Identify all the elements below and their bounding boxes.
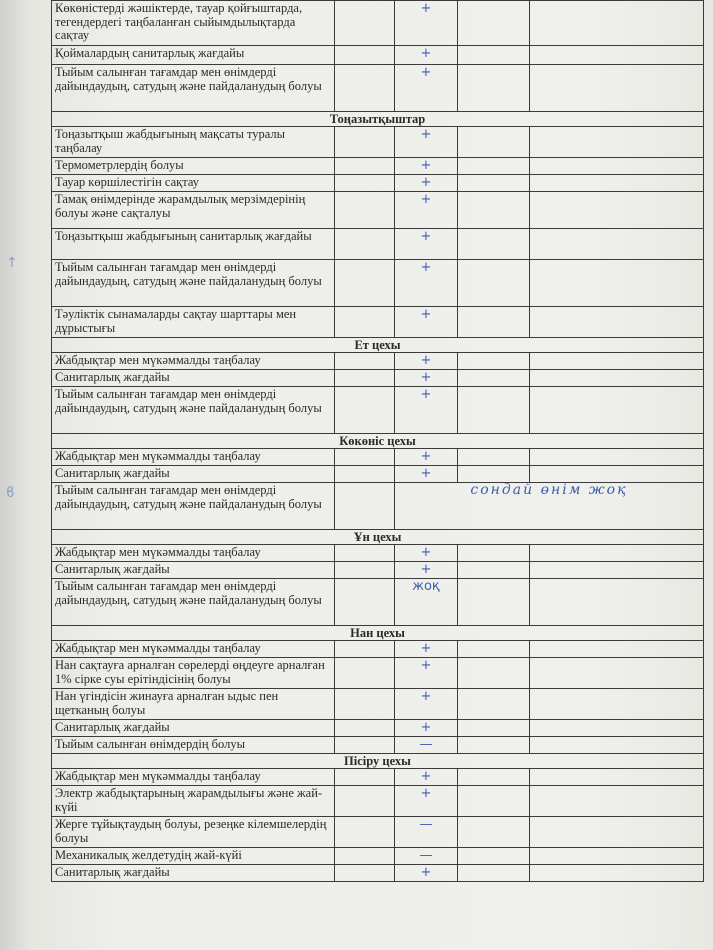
blank-cell [335, 769, 395, 786]
handwritten-mark: + [395, 260, 458, 307]
blank-cell [335, 579, 395, 626]
blank-cell [530, 353, 704, 370]
criterion-label: Тәуліктік сынамаларды сақтау шарттары мен дұрыстығы [52, 307, 335, 338]
blank-cell [335, 65, 395, 112]
section-header-row [52, 434, 704, 449]
blank-cell [335, 192, 395, 229]
criterion-label: Тоңазытқыш жабдығының санитарлық жағдайы [52, 229, 335, 260]
checklist-row [52, 786, 704, 817]
checklist-row [52, 370, 704, 387]
blank-cell [530, 127, 704, 158]
blank-cell [335, 353, 395, 370]
blank-cell [458, 353, 530, 370]
section-header-row [52, 338, 704, 353]
blank-cell [530, 658, 704, 689]
blank-cell [335, 689, 395, 720]
blank-cell [458, 46, 530, 65]
handwritten-mark: + [395, 449, 458, 466]
section-title: Нан цехы [52, 626, 704, 641]
blank-cell [335, 1, 395, 46]
blank-cell [458, 192, 530, 229]
blank-cell [335, 483, 395, 530]
section-title: Пісіру цехы [52, 754, 704, 769]
handwritten-mark: + [395, 545, 458, 562]
criterion-label: Жабдықтар мен мүкәммалды таңбалау [52, 545, 335, 562]
checklist-row [52, 158, 704, 175]
blank-cell [458, 127, 530, 158]
criterion-label: Санитарлық жағдайы [52, 865, 335, 882]
handwritten-mark: + [395, 158, 458, 175]
blank-cell [458, 865, 530, 882]
handwritten-mark: + [395, 769, 458, 786]
handwritten-mark: — [395, 737, 458, 754]
blank-cell [335, 229, 395, 260]
handwritten-mark: + [395, 1, 458, 46]
blank-cell [458, 158, 530, 175]
blank-cell [458, 449, 530, 466]
checklist-row [52, 848, 704, 865]
blank-cell [335, 865, 395, 882]
blank-cell [530, 769, 704, 786]
handwritten-mark: + [395, 353, 458, 370]
blank-cell [335, 449, 395, 466]
section-header-row [52, 112, 704, 127]
section-title: Тоңазытқыштар [52, 112, 704, 127]
checklist-row [52, 689, 704, 720]
criterion-label: Механикалық желдетудің жай-күйі [52, 848, 335, 865]
blank-cell [530, 307, 704, 338]
checklist-row [52, 353, 704, 370]
handwritten-mark: + [395, 307, 458, 338]
checklist-row [52, 658, 704, 689]
blank-cell [458, 175, 530, 192]
handwritten-mark: + [395, 46, 458, 65]
blank-cell [335, 46, 395, 65]
section-header-row [52, 530, 704, 545]
handwritten-mark: + [395, 387, 458, 434]
blank-cell [335, 562, 395, 579]
blank-cell [335, 387, 395, 434]
blank-cell [458, 720, 530, 737]
section-title: Ет цехы [52, 338, 704, 353]
section-header-row [52, 626, 704, 641]
blank-cell [530, 449, 704, 466]
blank-cell [530, 562, 704, 579]
criterion-label: Санитарлық жағдайы [52, 466, 335, 483]
blank-cell [458, 786, 530, 817]
blank-cell [530, 848, 704, 865]
blank-cell [335, 720, 395, 737]
blank-cell [530, 175, 704, 192]
criterion-label: Тамақ өнімдерінде жарамдылық мерзімдерінің болуы және сақталуы [52, 192, 335, 229]
blank-cell [530, 370, 704, 387]
blank-cell [335, 260, 395, 307]
checklist-row [52, 483, 704, 530]
blank-cell [530, 689, 704, 720]
blank-cell [530, 865, 704, 882]
blank-cell [458, 387, 530, 434]
checklist-row [52, 387, 704, 434]
handwritten-mark: + [395, 865, 458, 882]
criterion-label: Тыйым салынған тағамдар мен өнімдерді дайындаудың, сатудың және пайдаланудың болуы [52, 483, 335, 530]
checklist-row [52, 260, 704, 307]
blank-cell [458, 737, 530, 754]
blank-cell [530, 192, 704, 229]
blank-cell [458, 689, 530, 720]
blank-cell [458, 1, 530, 46]
checklist-row [52, 46, 704, 65]
handwritten-mark: — [395, 817, 458, 848]
blank-cell [530, 737, 704, 754]
blank-cell [458, 817, 530, 848]
criterion-label: Жабдықтар мен мүкәммалды таңбалау [52, 449, 335, 466]
checklist-row [52, 127, 704, 158]
inspection-table [51, 0, 704, 882]
blank-cell [335, 848, 395, 865]
criterion-label: Тыйым салынған тағамдар мен өнімдерді дайындаудың, сатудың және пайдаланудың болуы [52, 579, 335, 626]
criterion-label: Нан сақтауға арналған сөрелерді өңдеуге арналған 1% сірке суы ерітіндісінің болуы [52, 658, 335, 689]
handwritten-mark: + [395, 658, 458, 689]
criterion-label: Термометрлердің болуы [52, 158, 335, 175]
blank-cell [335, 545, 395, 562]
blank-cell [458, 260, 530, 307]
blank-cell [530, 158, 704, 175]
blank-cell [530, 65, 704, 112]
checklist-row [52, 175, 704, 192]
blank-cell [530, 817, 704, 848]
blank-cell [530, 46, 704, 65]
blank-cell [458, 370, 530, 387]
blank-cell [335, 307, 395, 338]
checklist-row [52, 229, 704, 260]
blank-cell [335, 786, 395, 817]
criterion-label: Тауар көршілестігін сақтау [52, 175, 335, 192]
criterion-label: Электр жабдықтарының жарамдылығы және жай-күйі [52, 786, 335, 817]
checklist-row [52, 865, 704, 882]
handwritten-mark: + [395, 562, 458, 579]
blank-cell [458, 658, 530, 689]
blank-cell [458, 545, 530, 562]
checklist-row [52, 720, 704, 737]
blank-cell [458, 848, 530, 865]
blank-cell [335, 817, 395, 848]
blank-cell [530, 1, 704, 46]
handwritten-mark: + [395, 641, 458, 658]
handwritten-mark: + [395, 175, 458, 192]
handwritten-mark: + [395, 65, 458, 112]
criterion-label: Қоймалардың санитарлық жағдайы [52, 46, 335, 65]
blank-cell [335, 127, 395, 158]
blank-cell [335, 466, 395, 483]
checklist-row [52, 1, 704, 46]
criterion-label: Жабдықтар мен мүкәммалды таңбалау [52, 353, 335, 370]
blank-cell [335, 737, 395, 754]
criterion-label: Тыйым салынған өнімдердің болуы [52, 737, 335, 754]
handwritten-mark: — [395, 848, 458, 865]
checklist-row [52, 562, 704, 579]
section-title: Көкөніс цехы [52, 434, 704, 449]
criterion-label: Санитарлық жағдайы [52, 562, 335, 579]
handwritten-mark: + [395, 786, 458, 817]
blank-cell [335, 641, 395, 658]
checklist-row [52, 307, 704, 338]
blank-cell [530, 579, 704, 626]
blank-cell [530, 466, 704, 483]
checklist-row [52, 449, 704, 466]
blank-cell [458, 769, 530, 786]
criterion-label: Көкөністерді жәшіктерде, тауар қойғыштарда, тегендердегі таңбаланған сыйымдылықтарда сақтау [52, 1, 335, 46]
blank-cell [458, 641, 530, 658]
blank-cell [530, 260, 704, 307]
checklist-row [52, 641, 704, 658]
blank-cell [458, 579, 530, 626]
checklist-row [52, 579, 704, 626]
criterion-label: Тыйым салынған тағамдар мен өнімдерді дайындаудың, сатудың және пайдаланудың болуы [52, 260, 335, 307]
blank-cell [530, 229, 704, 260]
checklist-row [52, 737, 704, 754]
section-header-row [52, 754, 704, 769]
checklist-row [52, 769, 704, 786]
handwritten-mark: жоқ [395, 579, 458, 626]
criterion-label: Жабдықтар мен мүкәммалды таңбалау [52, 641, 335, 658]
margin-mark: ↑ [6, 255, 18, 271]
blank-cell [530, 641, 704, 658]
handwritten-mark: + [395, 192, 458, 229]
margin-handwriting [4, 0, 44, 950]
blank-cell [335, 175, 395, 192]
blank-cell [530, 387, 704, 434]
checklist-row [52, 192, 704, 229]
blank-cell [458, 562, 530, 579]
criterion-label: Нан үгіндісін жинауға арналған ыдыс пен щетканың болуы [52, 689, 335, 720]
blank-cell [458, 229, 530, 260]
criterion-label: Санитарлық жағдайы [52, 720, 335, 737]
criterion-label: Жабдықтар мен мүкәммалды таңбалау [52, 769, 335, 786]
checklist-row [52, 817, 704, 848]
criterion-label: Тоңазытқыш жабдығының мақсаты туралы таңбалау [52, 127, 335, 158]
criterion-label: Санитарлық жағдайы [52, 370, 335, 387]
criterion-label: Жерге тұйықтаудың болуы, резеңке кілемшелердің болуы [52, 817, 335, 848]
blank-cell [530, 545, 704, 562]
handwritten-mark: + [395, 689, 458, 720]
criterion-label: Тыйым салынған тағамдар мен өнімдерді дайындаудың, сатудың және пайдаланудың болуы [52, 65, 335, 112]
blank-cell [458, 307, 530, 338]
blank-cell [335, 370, 395, 387]
blank-cell [335, 158, 395, 175]
checklist-row [52, 545, 704, 562]
blank-cell [335, 658, 395, 689]
checklist-row [52, 65, 704, 112]
handwritten-mark: + [395, 370, 458, 387]
checklist-row [52, 466, 704, 483]
handwritten-note: сондай өнім жоқ [395, 483, 704, 530]
blank-cell [530, 720, 704, 737]
section-title: Ұн цехы [52, 530, 704, 545]
blank-cell [458, 65, 530, 112]
handwritten-mark: + [395, 127, 458, 158]
blank-cell [458, 466, 530, 483]
blank-cell [530, 786, 704, 817]
handwritten-mark: + [395, 720, 458, 737]
handwritten-mark: + [395, 229, 458, 260]
margin-mark: ϐ [6, 485, 15, 501]
handwritten-mark: + [395, 466, 458, 483]
criterion-label: Тыйым салынған тағамдар мен өнімдерді дайындаудың, сатудың және пайдаланудың болуы [52, 387, 335, 434]
